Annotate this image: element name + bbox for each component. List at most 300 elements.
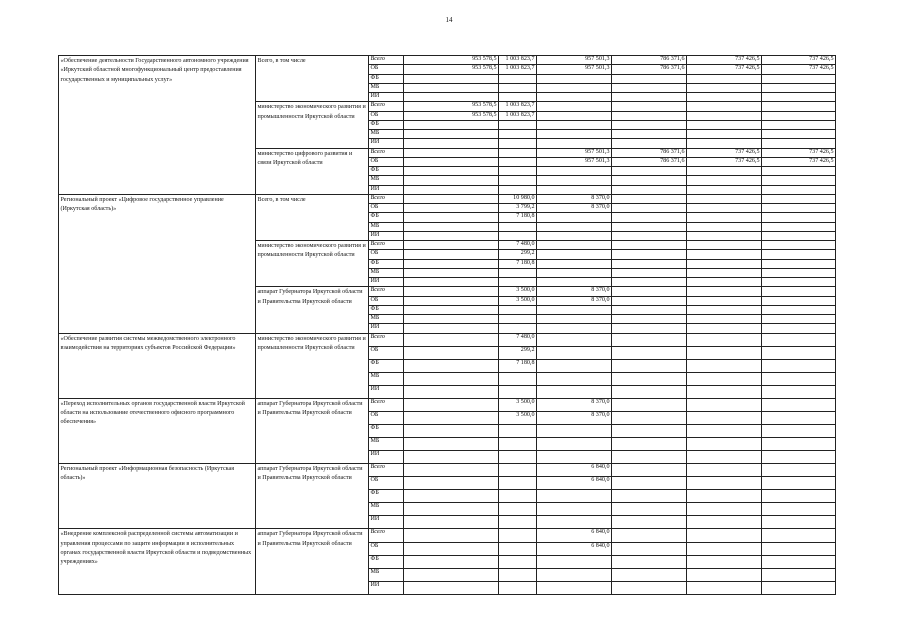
amount-cell xyxy=(762,305,836,314)
amount-cell: 957 501,3 xyxy=(537,148,612,157)
responsible-executor: аппарат Губернатора Иркутской области и Правительства Иркутской области xyxy=(256,398,369,463)
amount-cell xyxy=(499,120,537,129)
amount-cell xyxy=(687,278,762,287)
amount-cell xyxy=(499,568,537,581)
amount-cell: 953 578,5 xyxy=(404,102,499,111)
amount-cell xyxy=(612,176,687,185)
amount-cell xyxy=(612,568,687,581)
amount-cell xyxy=(404,568,499,581)
funding-source: МБ xyxy=(369,438,404,451)
amount-cell xyxy=(687,516,762,529)
responsible-executor: аппарат Губернатора Иркутской области и Правительства Иркутской области xyxy=(256,464,369,529)
responsible-executor: министерство цифрового развития и связи Иркутской области xyxy=(256,148,369,194)
amount-cell xyxy=(404,359,499,372)
amount-cell xyxy=(537,120,612,129)
amount-cell xyxy=(404,204,499,213)
amount-cell: 737 426,5 xyxy=(762,56,836,65)
amount-cell: 953 578,5 xyxy=(404,111,499,120)
funding-source: Всего xyxy=(369,241,404,250)
amount-cell xyxy=(499,516,537,529)
amount-cell xyxy=(537,250,612,259)
amount-cell xyxy=(537,259,612,268)
amount-cell xyxy=(537,74,612,83)
amount-cell xyxy=(537,555,612,568)
amount-cell xyxy=(404,516,499,529)
amount-cell xyxy=(537,324,612,333)
amount-cell xyxy=(537,130,612,139)
amount-cell xyxy=(499,148,537,157)
amount-cell xyxy=(762,555,836,568)
amount-cell xyxy=(762,278,836,287)
amount-cell xyxy=(687,167,762,176)
funding-source: МБ xyxy=(369,503,404,516)
amount-cell xyxy=(687,568,762,581)
amount-cell: 3 500,0 xyxy=(499,398,537,411)
amount-cell xyxy=(612,411,687,424)
amount-cell xyxy=(537,268,612,277)
amount-cell xyxy=(762,185,836,194)
amount-cell: 7 480,0 xyxy=(499,241,537,250)
table-row xyxy=(59,529,836,542)
amount-cell xyxy=(762,268,836,277)
amount-cell xyxy=(612,296,687,305)
amount-cell xyxy=(537,490,612,503)
amount-cell: 7 480,0 xyxy=(499,333,537,346)
amount-cell xyxy=(537,185,612,194)
amount-cell xyxy=(612,315,687,324)
amount-cell xyxy=(762,130,836,139)
amount-cell xyxy=(404,477,499,490)
amount-cell xyxy=(762,464,836,477)
block-description: Региональный проект «Информационная безопасность (Иркутская область)» xyxy=(59,464,256,529)
amount-cell: 7 180,8 xyxy=(499,213,537,222)
amount-cell xyxy=(612,346,687,359)
amount-cell xyxy=(537,372,612,385)
amount-cell xyxy=(687,438,762,451)
amount-cell xyxy=(612,74,687,83)
amount-cell xyxy=(762,222,836,231)
amount-cell xyxy=(404,157,499,166)
amount-cell xyxy=(499,130,537,139)
amount-cell xyxy=(762,385,836,398)
amount-cell xyxy=(612,503,687,516)
amount-cell xyxy=(612,83,687,92)
funding-source: Всего xyxy=(369,464,404,477)
amount-cell xyxy=(687,120,762,129)
amount-cell: 786 371,6 xyxy=(612,65,687,74)
amount-cell: 957 501,3 xyxy=(537,65,612,74)
amount-cell xyxy=(499,83,537,92)
amount-cell xyxy=(687,503,762,516)
amount-cell xyxy=(687,213,762,222)
amount-cell xyxy=(762,372,836,385)
amount-cell xyxy=(404,581,499,594)
amount-cell xyxy=(404,148,499,157)
amount-cell xyxy=(499,305,537,314)
amount-cell xyxy=(762,231,836,240)
amount-cell xyxy=(404,296,499,305)
amount-cell: 737 426,5 xyxy=(762,148,836,157)
amount-cell xyxy=(612,305,687,314)
amount-cell xyxy=(404,213,499,222)
amount-cell xyxy=(499,93,537,102)
amount-cell: 299,2 xyxy=(499,346,537,359)
amount-cell xyxy=(687,241,762,250)
amount-cell xyxy=(612,167,687,176)
amount-cell: 737 426,5 xyxy=(762,157,836,166)
amount-cell xyxy=(687,93,762,102)
amount-cell xyxy=(404,315,499,324)
amount-cell xyxy=(687,451,762,464)
amount-cell xyxy=(537,241,612,250)
amount-cell xyxy=(687,102,762,111)
amount-cell xyxy=(612,372,687,385)
amount-cell xyxy=(612,268,687,277)
amount-cell: 8 370,0 xyxy=(537,296,612,305)
amount-cell xyxy=(687,555,762,568)
amount-cell xyxy=(687,490,762,503)
amount-cell xyxy=(404,424,499,437)
amount-cell xyxy=(612,581,687,594)
amount-cell xyxy=(762,438,836,451)
funding-source: МБ xyxy=(369,222,404,231)
funding-source: ОБ xyxy=(369,111,404,120)
amount-cell xyxy=(687,231,762,240)
funding-source: ОБ xyxy=(369,411,404,424)
amount-cell xyxy=(404,438,499,451)
amount-cell xyxy=(537,278,612,287)
amount-cell: 957 501,3 xyxy=(537,157,612,166)
amount-cell xyxy=(404,464,499,477)
funding-source: ОБ xyxy=(369,65,404,74)
amount-cell xyxy=(612,385,687,398)
amount-cell xyxy=(612,542,687,555)
amount-cell: 8 370,0 xyxy=(537,411,612,424)
amount-cell xyxy=(762,83,836,92)
amount-cell: 3 500,0 xyxy=(499,411,537,424)
amount-cell xyxy=(537,167,612,176)
amount-cell xyxy=(499,385,537,398)
amount-cell xyxy=(762,93,836,102)
amount-cell xyxy=(499,231,537,240)
amount-cell xyxy=(612,93,687,102)
amount-cell xyxy=(499,581,537,594)
amount-cell xyxy=(404,398,499,411)
amount-cell xyxy=(762,398,836,411)
amount-cell xyxy=(537,359,612,372)
amount-cell xyxy=(687,194,762,203)
amount-cell xyxy=(762,241,836,250)
amount-cell xyxy=(612,204,687,213)
amount-cell xyxy=(537,102,612,111)
amount-cell xyxy=(537,83,612,92)
page-number: 14 xyxy=(445,16,453,24)
responsible-executor: Всего, в том числе xyxy=(256,56,369,102)
funding-source: Всего xyxy=(369,333,404,346)
amount-cell xyxy=(687,324,762,333)
amount-cell xyxy=(404,259,499,268)
funding-source: ИИ xyxy=(369,93,404,102)
amount-cell xyxy=(687,542,762,555)
amount-cell xyxy=(404,529,499,542)
amount-cell xyxy=(612,120,687,129)
amount-cell xyxy=(404,250,499,259)
amount-cell xyxy=(499,438,537,451)
block-description: «Внедрение комплексной распределенной системы автоматизации и управления процессами по защите информации в исполнительных органах государственной власти Иркутской области и подведомственных учреждениях» xyxy=(59,529,256,594)
amount-cell xyxy=(404,333,499,346)
funding-source: ИИ xyxy=(369,385,404,398)
amount-cell xyxy=(762,194,836,203)
amount-cell: 953 578,5 xyxy=(404,65,499,74)
amount-cell xyxy=(762,581,836,594)
amount-cell xyxy=(612,250,687,259)
amount-cell xyxy=(612,333,687,346)
amount-cell: 3 500,0 xyxy=(499,296,537,305)
amount-cell xyxy=(537,231,612,240)
funding-source: ФБ xyxy=(369,167,404,176)
funding-source: ФБ xyxy=(369,305,404,314)
amount-cell xyxy=(404,176,499,185)
amount-cell xyxy=(537,581,612,594)
amount-cell xyxy=(612,222,687,231)
amount-cell xyxy=(687,346,762,359)
funding-source: Всего xyxy=(369,102,404,111)
amount-cell xyxy=(612,185,687,194)
funding-source: МБ xyxy=(369,83,404,92)
amount-cell xyxy=(687,130,762,139)
amount-cell: 1 003 823,7 xyxy=(499,65,537,74)
amount-cell xyxy=(404,167,499,176)
amount-cell xyxy=(404,241,499,250)
amount-cell: 8 370,0 xyxy=(537,398,612,411)
amount-cell xyxy=(612,278,687,287)
budget-table xyxy=(58,55,836,595)
table-row xyxy=(59,464,836,477)
amount-cell xyxy=(537,111,612,120)
funding-source: ИИ xyxy=(369,185,404,194)
funding-source: ОБ xyxy=(369,250,404,259)
amount-cell xyxy=(499,222,537,231)
funding-source: ОБ xyxy=(369,477,404,490)
amount-cell: 737 426,5 xyxy=(687,65,762,74)
funding-source: ИИ xyxy=(369,324,404,333)
amount-cell xyxy=(612,287,687,296)
amount-cell xyxy=(404,139,499,148)
amount-cell xyxy=(537,333,612,346)
funding-source: ИИ xyxy=(369,139,404,148)
amount-cell: 8 370,0 xyxy=(537,287,612,296)
amount-cell xyxy=(537,222,612,231)
amount-cell xyxy=(499,139,537,148)
amount-cell xyxy=(762,315,836,324)
amount-cell xyxy=(687,411,762,424)
amount-cell xyxy=(537,346,612,359)
amount-cell xyxy=(404,194,499,203)
amount-cell: 1 003 823,7 xyxy=(499,56,537,65)
amount-cell xyxy=(499,167,537,176)
amount-cell xyxy=(687,250,762,259)
amount-cell xyxy=(404,231,499,240)
amount-cell: 6 840,0 xyxy=(537,477,612,490)
amount-cell xyxy=(404,268,499,277)
amount-cell xyxy=(762,176,836,185)
funding-source: ФБ xyxy=(369,359,404,372)
amount-cell xyxy=(687,296,762,305)
amount-cell xyxy=(762,139,836,148)
amount-cell: 6 840,0 xyxy=(537,542,612,555)
amount-cell xyxy=(687,185,762,194)
amount-cell xyxy=(687,83,762,92)
amount-cell xyxy=(612,359,687,372)
amount-cell xyxy=(687,359,762,372)
table-row xyxy=(59,194,836,203)
amount-cell xyxy=(687,477,762,490)
amount-cell xyxy=(499,268,537,277)
responsible-executor: министерство экономического развития и промышленности Иркутской области xyxy=(256,241,369,287)
amount-cell xyxy=(687,111,762,120)
amount-cell xyxy=(404,305,499,314)
amount-cell xyxy=(499,542,537,555)
funding-source: ОБ xyxy=(369,296,404,305)
responsible-executor: аппарат Губернатора Иркутской области и Правительства Иркутской области xyxy=(256,287,369,333)
amount-cell xyxy=(687,424,762,437)
amount-cell xyxy=(612,213,687,222)
funding-source: ФБ xyxy=(369,424,404,437)
responsible-executor: министерство экономического развития и промышленности Иркутской области xyxy=(256,102,369,148)
amount-cell xyxy=(499,176,537,185)
funding-source: МБ xyxy=(369,176,404,185)
responsible-executor: Всего, в том числе xyxy=(256,194,369,240)
amount-cell xyxy=(762,516,836,529)
amount-cell xyxy=(612,139,687,148)
amount-cell xyxy=(537,305,612,314)
amount-cell xyxy=(537,451,612,464)
amount-cell xyxy=(404,278,499,287)
amount-cell xyxy=(687,581,762,594)
funding-source: МБ xyxy=(369,568,404,581)
amount-cell: 957 501,3 xyxy=(537,56,612,65)
funding-source: ИИ xyxy=(369,581,404,594)
funding-source: ФБ xyxy=(369,555,404,568)
funding-source: МБ xyxy=(369,130,404,139)
amount-cell xyxy=(612,555,687,568)
amount-cell xyxy=(404,83,499,92)
amount-cell xyxy=(762,296,836,305)
amount-cell xyxy=(687,372,762,385)
funding-source: ИИ xyxy=(369,231,404,240)
funding-source: Всего xyxy=(369,56,404,65)
amount-cell xyxy=(537,568,612,581)
amount-cell xyxy=(762,204,836,213)
amount-cell xyxy=(612,130,687,139)
funding-source: ИИ xyxy=(369,516,404,529)
funding-source: Всего xyxy=(369,194,404,203)
amount-cell xyxy=(612,241,687,250)
block-description: «Переход исполнительных органов государственной власти Иркутской области на использование отечественного офисного программного обеспечения» xyxy=(59,398,256,463)
table-row xyxy=(59,333,836,346)
amount-cell xyxy=(612,516,687,529)
responsible-executor: министерство экономического развития и промышленности Иркутской области xyxy=(256,333,369,398)
funding-source: ОБ xyxy=(369,346,404,359)
amount-cell xyxy=(762,324,836,333)
amount-cell xyxy=(612,529,687,542)
amount-cell xyxy=(499,185,537,194)
amount-cell xyxy=(762,74,836,83)
amount-cell xyxy=(762,120,836,129)
amount-cell xyxy=(537,516,612,529)
funding-source: МБ xyxy=(369,315,404,324)
amount-cell xyxy=(404,490,499,503)
amount-cell xyxy=(762,250,836,259)
amount-cell xyxy=(762,424,836,437)
amount-cell xyxy=(687,529,762,542)
funding-source: Всего xyxy=(369,287,404,296)
responsible-executor: аппарат Губернатора Иркутской области и Правительства Иркутской области xyxy=(256,529,369,594)
amount-cell xyxy=(404,385,499,398)
amount-cell xyxy=(762,287,836,296)
amount-cell xyxy=(687,305,762,314)
amount-cell xyxy=(404,411,499,424)
amount-cell: 299,2 xyxy=(499,250,537,259)
amount-cell: 7 180,8 xyxy=(499,359,537,372)
amount-cell xyxy=(537,385,612,398)
amount-cell: 3 500,0 xyxy=(499,287,537,296)
amount-cell xyxy=(404,503,499,516)
table-row xyxy=(59,56,836,65)
amount-cell xyxy=(612,477,687,490)
amount-cell xyxy=(762,359,836,372)
amount-cell xyxy=(762,529,836,542)
amount-cell xyxy=(612,231,687,240)
funding-source: ОБ xyxy=(369,204,404,213)
amount-cell xyxy=(612,259,687,268)
amount-cell xyxy=(537,438,612,451)
amount-cell xyxy=(537,424,612,437)
amount-cell xyxy=(404,120,499,129)
amount-cell xyxy=(499,372,537,385)
funding-source: ИИ xyxy=(369,451,404,464)
funding-source: ОБ xyxy=(369,542,404,555)
funding-source: ФБ xyxy=(369,74,404,83)
amount-cell: 8 370,0 xyxy=(537,194,612,203)
amount-cell: 786 371,6 xyxy=(612,56,687,65)
amount-cell xyxy=(612,324,687,333)
table-row xyxy=(59,398,836,411)
amount-cell xyxy=(687,139,762,148)
amount-cell: 737 426,5 xyxy=(687,157,762,166)
amount-cell xyxy=(499,477,537,490)
amount-cell xyxy=(762,213,836,222)
amount-cell xyxy=(537,139,612,148)
amount-cell: 1 003 823,7 xyxy=(499,111,537,120)
amount-cell xyxy=(687,333,762,346)
amount-cell xyxy=(762,259,836,268)
amount-cell xyxy=(537,93,612,102)
amount-cell xyxy=(687,259,762,268)
amount-cell: 786 371,6 xyxy=(612,148,687,157)
amount-cell xyxy=(612,424,687,437)
funding-source: Всего xyxy=(369,398,404,411)
amount-cell xyxy=(499,424,537,437)
amount-cell xyxy=(404,542,499,555)
amount-cell xyxy=(687,398,762,411)
amount-cell xyxy=(762,333,836,346)
amount-cell xyxy=(499,324,537,333)
amount-cell xyxy=(612,451,687,464)
amount-cell xyxy=(687,74,762,83)
amount-cell xyxy=(687,176,762,185)
amount-cell xyxy=(612,194,687,203)
